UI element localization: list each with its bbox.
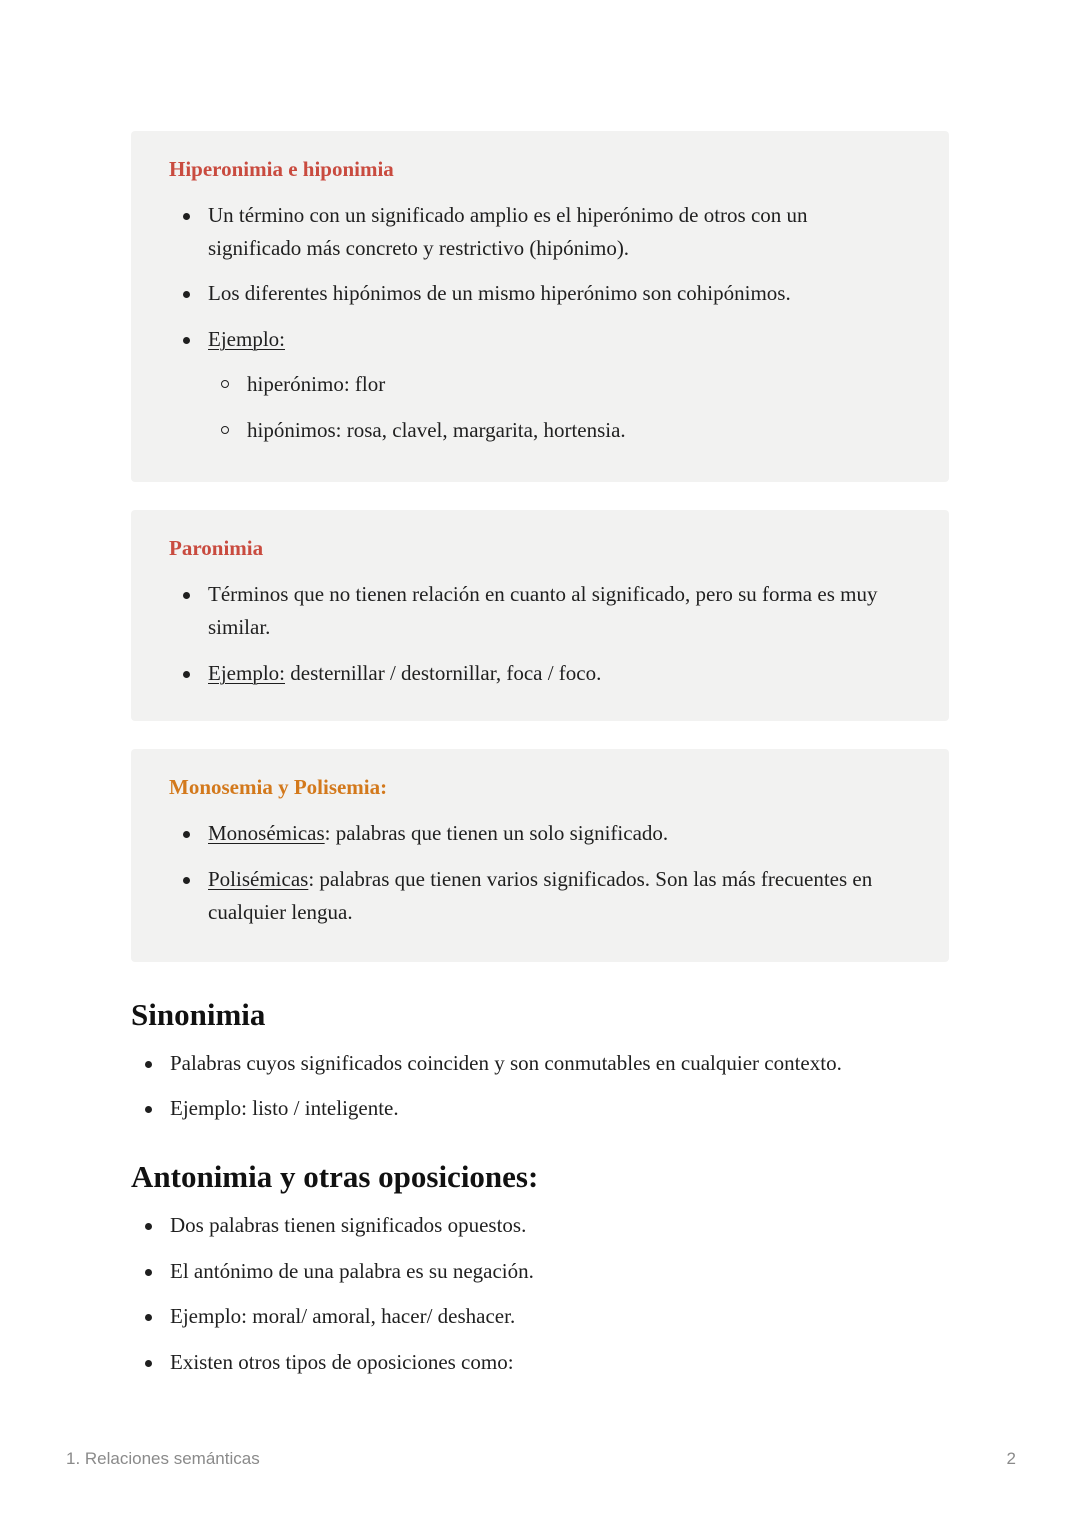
term-text: : palabras que tienen un solo significado.: [324, 821, 669, 845]
list-item: Existen otros tipos de oposiciones como:: [131, 1346, 949, 1379]
callout-title: Hiperonimia e hiponimia: [169, 157, 394, 181]
list-item: Términos que no tienen relación en cuanto al significado, pero su forma es muy similar.: [169, 578, 928, 644]
section-heading-sinonimia: Sinonimia: [131, 997, 266, 1032]
page-number: 2: [1006, 1449, 1016, 1468]
callout-title: Monosemia y Polisemia:: [169, 775, 388, 799]
term-label: Polisémicas: [208, 867, 309, 891]
example-label: Ejemplo:: [208, 661, 285, 685]
list-item: Los diferentes hipónimos de un mismo hiperónimo son cohipónimos.: [169, 277, 911, 310]
footer-section-title: 1. Relaciones semánticas: [66, 1449, 260, 1468]
list-item: Un término con un significado amplio es el hiperónimo de otros con un significado más concreto y restrictivo (hipónimo).: [169, 199, 848, 265]
list-item: [169, 323, 911, 356]
list-item: Ejemplo: listo / inteligente.: [131, 1092, 949, 1125]
list-item: [169, 863, 928, 929]
callout-paronimia: [131, 510, 949, 721]
term-text: : palabras que tienen varios significados. Son las más frecuentes en cualquier lengua.: [208, 867, 873, 924]
list-item: Ejemplo: moral/ amoral, hacer/ deshacer.: [131, 1300, 949, 1333]
list-item: Dos palabras tienen significados opuestos.: [131, 1209, 949, 1242]
bullet-list: [131, 1209, 949, 1379]
example-text: desternillar / destornillar, foca / foco.: [285, 661, 602, 685]
bullet-list: [169, 199, 911, 447]
callout-title: Paronimia: [169, 536, 264, 560]
sub-list-item: hiperónimo: flor: [169, 368, 911, 401]
sub-list-item: hipónimos: rosa, clavel, margarita, hortensia.: [169, 414, 911, 447]
bullet-list: [131, 1047, 949, 1125]
bullet-list: [169, 817, 911, 929]
list-item: El antónimo de una palabra es su negación.: [131, 1255, 949, 1288]
callout-monosemia: [131, 749, 949, 962]
example-label: Ejemplo:: [208, 327, 285, 351]
list-item: [169, 657, 911, 690]
list-item: [169, 817, 911, 850]
list-item: Palabras cuyos significados coinciden y son conmutables en cualquier contexto.: [131, 1047, 949, 1080]
term-label: Monosémicas: [208, 821, 325, 845]
callout-hiperonimia: [131, 131, 949, 482]
bullet-list: [169, 578, 911, 690]
section-heading-antonimia: Antonimia y otras oposiciones:: [131, 1159, 539, 1194]
